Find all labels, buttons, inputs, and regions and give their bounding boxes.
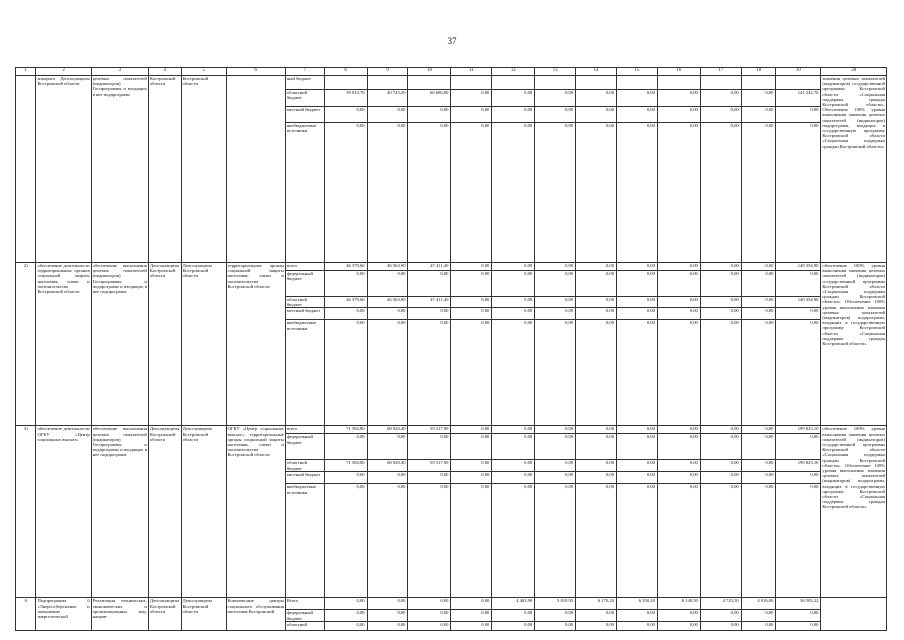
amount-cell: 0,00 xyxy=(492,472,535,484)
funding-source-cell: внебюджетные источники xyxy=(285,123,324,263)
amount-cell: 140 354,90 xyxy=(776,297,821,308)
cell-col-2: Подпрограмма 6 «Энергосбережение и повышение энергетической xyxy=(36,598,91,631)
amount-cell: 0,00 xyxy=(700,460,741,472)
amount-cell: 0,00 xyxy=(576,107,617,123)
amount-cell: 0,00 xyxy=(741,434,776,460)
column-number-11: 11 xyxy=(451,68,492,76)
amount-cell: 0,00 xyxy=(535,308,576,320)
cell-col-3: обеспечение выполнения целевых показателей (индикаторов) Госпрограммы и подпрограмм и входящих в нее подпрограмм xyxy=(91,426,148,598)
amount-cell: 40 745,20 xyxy=(367,90,408,107)
amount-cell: 0,00 xyxy=(700,308,741,320)
amount-cell: 0,00 xyxy=(700,622,741,631)
amount-cell: 0,00 xyxy=(657,297,700,308)
amount-cell: 0,00 xyxy=(535,320,576,426)
amount-cell: 0,00 xyxy=(741,484,776,598)
amount-cell: 0,00 xyxy=(492,434,535,460)
amount-cell: 60 686,80 xyxy=(408,90,451,107)
cell-col-1: 6 xyxy=(16,598,36,631)
amount-cell: 0,00 xyxy=(576,426,617,434)
amount-cell: 0,00 xyxy=(576,320,617,426)
amount-cell: 0,00 xyxy=(408,107,451,123)
column-number-18: 18 xyxy=(741,68,776,76)
amount-cell: 0,00 xyxy=(492,297,535,308)
amount-cell: 0,00 xyxy=(367,320,408,426)
amount-cell: 0,00 xyxy=(576,297,617,308)
table-row xyxy=(16,426,887,434)
amount-cell: 0,00 xyxy=(367,123,408,263)
cell-col-2: аппарата Депсоцзащиты Костромской области xyxy=(36,76,91,263)
amount-cell: 0,00 xyxy=(657,622,700,631)
amount-cell: 0,00 xyxy=(657,434,700,460)
amount-cell: 0,00 xyxy=(657,90,700,107)
expected-result-cell: обеспечение 100% уровня выполнения значения целевых показателей (индикаторов) государственной программы Костромской области «Социальная поддержка граждан Костромской области». Обеспечение 100% уровня выполнения значения целевых показателей (индикаторов) подпрограмм, входящих в государственную программу Костромской области «Социальная поддержка граждан Костромской области» xyxy=(821,426,887,598)
cell-col-3: целевых показателей (индикаторов) Госпрограммы и входящих в нее подпрограмм xyxy=(91,76,148,263)
amount-cell: 0,00 xyxy=(408,123,451,263)
amount-cell: 0,00 xyxy=(657,308,700,320)
column-number-12: 12 xyxy=(492,68,535,76)
amount-cell: 0,00 xyxy=(324,622,367,631)
amount-cell: 4 463,90 xyxy=(492,598,535,610)
amount-cell: 47 411,40 xyxy=(408,297,451,308)
funding-source-cell: областной бюджет xyxy=(285,297,324,308)
cell-col-3: Реализация технических, экономических и организационных мер, направ- xyxy=(91,598,148,631)
column-number-2: 2 xyxy=(36,68,91,76)
column-number-7: 7 xyxy=(285,68,324,76)
amount-cell: 0,00 xyxy=(741,460,776,472)
amount-cell: 0,00 xyxy=(776,484,821,598)
amount-cell: 0,00 xyxy=(657,472,700,484)
cell-col-5: Депсоцзащиты Костромской области xyxy=(181,263,226,426)
amount-cell: 0,00 xyxy=(617,434,658,460)
amount-cell: 6 148,50 xyxy=(657,598,700,610)
amount-cell: 0,00 xyxy=(700,263,741,271)
amount-cell: 0,00 xyxy=(617,271,658,297)
amount-cell: 0,00 xyxy=(451,484,492,598)
column-number-15: 15 xyxy=(617,68,658,76)
amount-cell: 0,00 xyxy=(451,297,492,308)
cell-col-4: Депсоцзащиты Костромской области xyxy=(148,426,181,598)
cell-col-2: обеспечение деятельности ОГКУ «Центр социальных выплат» xyxy=(36,426,91,598)
amount-cell: 0,00 xyxy=(700,107,741,123)
amount-cell: 0,00 xyxy=(492,107,535,123)
amount-cell xyxy=(451,76,492,90)
header-row xyxy=(16,68,887,76)
amount-cell: 0,00 xyxy=(776,472,821,484)
amount-cell: 0,00 xyxy=(617,320,658,426)
amount-cell: 0,00 xyxy=(451,90,492,107)
amount-cell: 47 411,40 xyxy=(408,263,451,271)
amount-cell: 0,00 xyxy=(408,271,451,297)
amount-cell: 46 379,60 xyxy=(324,263,367,271)
amount-cell: 0,00 xyxy=(535,90,576,107)
amount-cell: 0,00 xyxy=(535,460,576,472)
amount-cell: 0,00 xyxy=(576,271,617,297)
amount-cell: 0,00 xyxy=(492,271,535,297)
amount-cell: 0,00 xyxy=(451,308,492,320)
amount-cell: 0,00 xyxy=(657,123,700,263)
amount-cell: 0,00 xyxy=(535,271,576,297)
amount-cell: 0,00 xyxy=(657,426,700,434)
amount-cell: 0,00 xyxy=(367,271,408,297)
column-number-14: 14 xyxy=(576,68,617,76)
funding-source-cell: внебюджетные источники xyxy=(285,484,324,598)
amount-cell: 0,00 xyxy=(657,107,700,123)
funding-source-cell: областной xyxy=(285,622,324,631)
amount-cell: 0,00 xyxy=(776,320,821,426)
amount-cell: 0,00 xyxy=(492,426,535,434)
amount-cell: 0,00 xyxy=(324,610,367,622)
amount-cell: 199 823,10 xyxy=(776,460,821,472)
amount-cell: 0,00 xyxy=(535,426,576,434)
amount-cell: 0,00 xyxy=(408,434,451,460)
amount-cell xyxy=(776,76,821,90)
amount-cell xyxy=(408,76,451,90)
cell-col-4: Костромской области xyxy=(148,76,181,263)
amount-cell: 6 170,20 xyxy=(576,598,617,610)
amount-cell: 0,00 xyxy=(741,308,776,320)
cell-col-1: 3) xyxy=(16,426,36,598)
expected-result-cell: значения целевых показателей (индикаторов) государственной программы Костромской области «Социальная поддержка граждан Костромской области». Обеспечение 100% уровня выполнения значения целевых показателей (индикаторов) подпрограмм, входящих в государственную программу Костромской области «Социальная поддержка граждан Костромской области» xyxy=(821,76,887,263)
amount-cell: 71 584,80 xyxy=(324,460,367,472)
amount-cell: 0,00 xyxy=(451,434,492,460)
table-row xyxy=(16,76,887,90)
amount-cell: 0,00 xyxy=(700,484,741,598)
amount-cell xyxy=(617,76,658,90)
amount-cell: 0,00 xyxy=(408,484,451,598)
amount-cell: 0,00 xyxy=(367,610,408,622)
amount-cell: 68 920,40 xyxy=(367,460,408,472)
amount-cell: 3 810,92 xyxy=(535,598,576,610)
amount-cell: 0,00 xyxy=(741,297,776,308)
amount-cell: 0,00 xyxy=(535,107,576,123)
amount-cell: 0,00 xyxy=(535,434,576,460)
amount-cell: 0,00 xyxy=(617,123,658,263)
funding-source-cell: всего xyxy=(285,426,324,434)
amount-cell: 0,00 xyxy=(492,263,535,271)
amount-cell: 0,00 xyxy=(576,472,617,484)
amount-cell: 59 317,90 xyxy=(408,460,451,472)
amount-cell: 0,00 xyxy=(324,472,367,484)
amount-cell: 0,00 xyxy=(451,598,492,610)
amount-cell: 0,00 xyxy=(776,123,821,263)
funding-source-cell: всего xyxy=(285,263,324,271)
amount-cell: 0,00 xyxy=(576,263,617,271)
amount-cell: 0,00 xyxy=(741,610,776,622)
amount-cell: 0,00 xyxy=(535,263,576,271)
column-number-17: 17 xyxy=(700,68,741,76)
amount-cell: 0,00 xyxy=(324,598,367,610)
amount-cell: 0,00 xyxy=(492,308,535,320)
cell-col-5: Депсоцзащиты Костромской области xyxy=(181,426,226,598)
amount-cell: 0,00 xyxy=(535,123,576,263)
cell-col-6 xyxy=(226,76,285,263)
amount-cell: 0,00 xyxy=(700,90,741,107)
amount-cell: 59 317,90 xyxy=(408,426,451,434)
amount-cell: 0,00 xyxy=(617,484,658,598)
amount-cell: 0,00 xyxy=(451,426,492,434)
amount-cell: 0,00 xyxy=(700,320,741,426)
amount-cell: 0,00 xyxy=(617,622,658,631)
financing-table-sheet xyxy=(15,67,887,628)
amount-cell: 0,00 xyxy=(776,107,821,123)
cell-col-3: обеспечение выполнения целевых показателей (индикаторов) Госпрограммы и подпрограмм и входящих в нее подпрограмм xyxy=(91,263,148,426)
column-number-10: 10 xyxy=(408,68,451,76)
amount-cell: 140 354,90 xyxy=(776,263,821,271)
amount-cell: 0,00 xyxy=(741,271,776,297)
cell-col-1: 2) xyxy=(16,263,36,426)
funding-source-cell: ный бюджет xyxy=(285,76,324,90)
amount-cell xyxy=(324,76,367,90)
amount-cell: 4 723,50 xyxy=(700,598,741,610)
page-number: 37 xyxy=(447,36,457,46)
cell-col-6: ОГКУ «Центр социальных выплат», территориальные органы социальной защиты населения, опеки и попечительства Костромской области xyxy=(226,426,285,598)
amount-cell: 0,00 xyxy=(451,123,492,263)
funding-source-cell: областной бюджет xyxy=(285,460,324,472)
amount-cell: 0,00 xyxy=(576,90,617,107)
amount-cell: 0,00 xyxy=(535,610,576,622)
amount-cell: 0,00 xyxy=(617,107,658,123)
column-number-13: 13 xyxy=(535,68,576,76)
amount-cell: 0,00 xyxy=(741,426,776,434)
amount-cell: 0,00 xyxy=(617,263,658,271)
amount-cell: 0,00 xyxy=(367,622,408,631)
amount-cell: 0,00 xyxy=(451,271,492,297)
funding-source-cell: местный бюджет xyxy=(285,107,324,123)
amount-cell: 0,00 xyxy=(492,123,535,263)
amount-cell: 0,00 xyxy=(492,484,535,598)
column-number-8: 8 xyxy=(324,68,367,76)
amount-cell: 0,00 xyxy=(451,622,492,631)
amount-cell: 0,00 xyxy=(700,271,741,297)
column-number-20: 20 xyxy=(821,68,887,76)
table-row xyxy=(16,263,887,271)
amount-cell: 0,00 xyxy=(492,610,535,622)
cell-col-2: обеспечение деятельности территориальных органов социальной защиты населения, опеки и попечительства Костромской области xyxy=(36,263,91,426)
cell-col-6: Комплексные центры социального обслуживания населения Костромской xyxy=(226,598,285,631)
amount-cell: 0,00 xyxy=(700,610,741,622)
amount-cell: 0,00 xyxy=(367,107,408,123)
amount-cell: 68 920,40 xyxy=(367,426,408,434)
funding-source-cell: федеральный бюджет xyxy=(285,434,324,460)
amount-cell: 0,00 xyxy=(492,320,535,426)
amount-cell: 0,00 xyxy=(451,472,492,484)
amount-cell: 0,00 xyxy=(324,107,367,123)
amount-cell: 0,00 xyxy=(576,434,617,460)
funding-source-cell: федеральный бюджет xyxy=(285,610,324,622)
cell-col-1 xyxy=(16,76,36,263)
amount-cell: 0,00 xyxy=(657,610,700,622)
amount-cell: 141 242,70 xyxy=(776,90,821,107)
funding-source-cell: внебюджетные источники xyxy=(285,320,324,426)
amount-cell xyxy=(576,76,617,90)
amount-cell: 0,00 xyxy=(451,460,492,472)
amount-cell: 0,00 xyxy=(700,297,741,308)
amount-cell: 0,00 xyxy=(617,610,658,622)
column-number-5: 5 xyxy=(181,68,226,76)
cell-col-4: Депсоцзащиты Костромской области xyxy=(148,598,181,631)
amount-cell: 0,00 xyxy=(408,610,451,622)
amount-cell: 71 584,80 xyxy=(324,426,367,434)
amount-cell: 0,00 xyxy=(408,320,451,426)
amount-cell: 46 379,60 xyxy=(324,297,367,308)
amount-cell: 36 583,22 xyxy=(776,598,821,610)
amount-cell: 0,00 xyxy=(576,460,617,472)
amount-cell xyxy=(657,76,700,90)
amount-cell: 0,00 xyxy=(741,123,776,263)
amount-cell xyxy=(741,76,776,90)
amount-cell xyxy=(535,76,576,90)
amount-cell: 0,00 xyxy=(367,308,408,320)
amount-cell: 0,00 xyxy=(657,320,700,426)
column-number-9: 9 xyxy=(367,68,408,76)
amount-cell: 0,00 xyxy=(657,263,700,271)
amount-cell: 0,00 xyxy=(741,320,776,426)
amount-cell: 0,00 xyxy=(576,610,617,622)
expected-result-cell: обеспечение 100% уровня выполнения значения целевых показателей (индикаторов) государственной программы Костромской области «Социальная поддержка граждан Костромской области». Обеспечение 100% уровня выполнения значения целевых показателей (индикаторов) подпрограмм, входящих в государственную программу Костромской области «Социальная поддержка граждан Костромской области» xyxy=(821,263,887,426)
financing-table xyxy=(15,67,887,631)
amount-cell: 4 916,00 xyxy=(741,598,776,610)
funding-source-cell: Всего xyxy=(285,598,324,610)
amount-cell: 0,00 xyxy=(700,472,741,484)
amount-cell: 0,00 xyxy=(617,297,658,308)
amount-cell: 0,00 xyxy=(324,434,367,460)
amount-cell: 0,00 xyxy=(576,308,617,320)
amount-cell: 0,00 xyxy=(324,123,367,263)
column-number-19: 19 xyxy=(776,68,821,76)
amount-cell: 0,00 xyxy=(617,460,658,472)
amount-cell: 6 350,20 xyxy=(617,598,658,610)
column-number-3: 3 xyxy=(91,68,148,76)
amount-cell: 0,00 xyxy=(741,472,776,484)
amount-cell: 0,00 xyxy=(741,263,776,271)
amount-cell: 0,00 xyxy=(776,434,821,460)
amount-cell xyxy=(367,76,408,90)
funding-source-cell: областной бюджет xyxy=(285,90,324,107)
amount-cell: 0,00 xyxy=(451,610,492,622)
amount-cell: 0,00 xyxy=(324,271,367,297)
column-number-4: 4 xyxy=(148,68,181,76)
amount-cell: 39 810,70 xyxy=(324,90,367,107)
amount-cell: 0,00 xyxy=(576,123,617,263)
cell-col-6: территориальные органы социальной защиты населения, опеки и попечительства Костромской области xyxy=(226,263,285,426)
amount-cell: 0,00 xyxy=(492,622,535,631)
amount-cell: 0,00 xyxy=(776,271,821,297)
amount-cell: 0,00 xyxy=(367,434,408,460)
amount-cell: 0,00 xyxy=(700,123,741,263)
amount-cell: 199 823,10 xyxy=(776,426,821,434)
amount-cell: 0,00 xyxy=(617,308,658,320)
amount-cell: 0,00 xyxy=(451,263,492,271)
amount-cell: 0,00 xyxy=(367,598,408,610)
amount-cell xyxy=(492,76,535,90)
amount-cell: 0,00 xyxy=(535,297,576,308)
amount-cell: 0,00 xyxy=(576,484,617,598)
amount-cell: 0,00 xyxy=(776,308,821,320)
amount-cell: 0,00 xyxy=(576,622,617,631)
amount-cell: 0,00 xyxy=(535,622,576,631)
funding-source-cell: местный бюджет xyxy=(285,472,324,484)
amount-cell: 0,00 xyxy=(408,622,451,631)
amount-cell: 0,00 xyxy=(657,484,700,598)
amount-cell: 0,00 xyxy=(535,484,576,598)
amount-cell xyxy=(700,76,741,90)
amount-cell: 0,00 xyxy=(657,271,700,297)
amount-cell: 0,00 xyxy=(324,308,367,320)
amount-cell: 0,00 xyxy=(324,320,367,426)
column-number-1: 1 xyxy=(16,68,36,76)
amount-cell: 0,00 xyxy=(700,426,741,434)
amount-cell: 0,00 xyxy=(617,472,658,484)
cell-col-5: Депсоцзащиты Костромской области xyxy=(181,598,226,631)
expected-result-cell xyxy=(821,598,887,631)
column-number-6: 6 xyxy=(226,68,285,76)
amount-cell: 0,00 xyxy=(657,460,700,472)
amount-cell: 0,00 xyxy=(617,90,658,107)
funding-source-cell: местный бюджет xyxy=(285,308,324,320)
amount-cell: 0,00 xyxy=(741,107,776,123)
cell-col-5: Костромской области xyxy=(181,76,226,263)
amount-cell: 0,00 xyxy=(367,484,408,598)
funding-source-cell: федеральный бюджет xyxy=(285,271,324,297)
amount-cell: 0,00 xyxy=(741,90,776,107)
amount-cell: 0,00 xyxy=(776,622,821,631)
amount-cell: 0,00 xyxy=(700,434,741,460)
amount-cell: 0,00 xyxy=(451,320,492,426)
table-row xyxy=(16,598,887,610)
amount-cell: 0,00 xyxy=(324,484,367,598)
column-number-16: 16 xyxy=(657,68,700,76)
amount-cell: 0,00 xyxy=(617,426,658,434)
amount-cell: 0,00 xyxy=(408,472,451,484)
amount-cell: 0,00 xyxy=(535,472,576,484)
amount-cell: 0,00 xyxy=(776,610,821,622)
amount-cell: 0,00 xyxy=(451,107,492,123)
amount-cell: 0,00 xyxy=(408,308,451,320)
amount-cell: 0,00 xyxy=(492,460,535,472)
amount-cell: 0,00 xyxy=(408,598,451,610)
amount-cell: 46 563,90 xyxy=(367,263,408,271)
amount-cell: 0,00 xyxy=(741,622,776,631)
cell-col-4: Депсоцзащиты Костромской области xyxy=(148,263,181,426)
amount-cell: 0,00 xyxy=(367,472,408,484)
amount-cell: 46 563,90 xyxy=(367,297,408,308)
amount-cell: 0,00 xyxy=(492,90,535,107)
